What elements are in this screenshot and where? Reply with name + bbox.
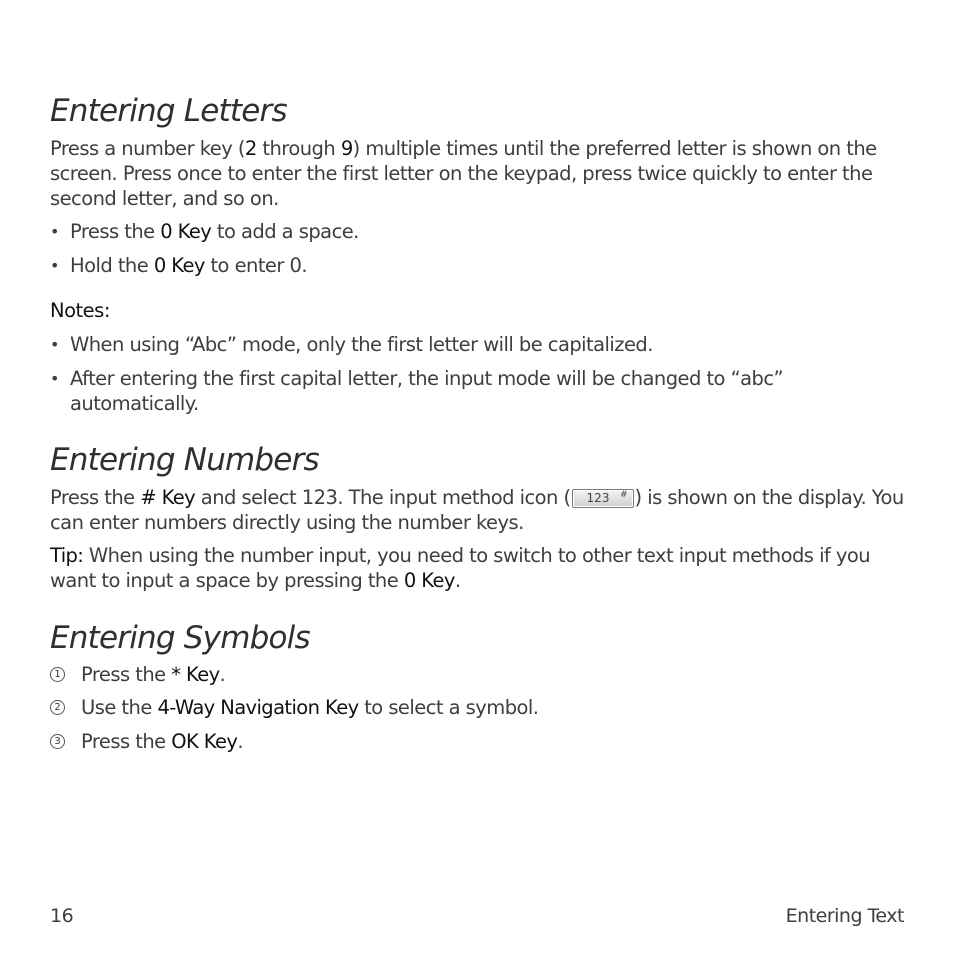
- note-item: • When using “Abc” mode, only the first letter will be capitalized.: [50, 333, 653, 356]
- footer-section-title: Entering Text: [785, 905, 904, 927]
- step-item: 2 Use the 4-Way Navigation Key to select a symbol.: [50, 695, 910, 720]
- key-label: 0 Key: [153, 254, 205, 277]
- step-item: 1 Press the * Key.: [50, 662, 910, 687]
- input-mode-123-icon: 123 #: [572, 489, 634, 508]
- step-number-icon: 3: [50, 734, 65, 749]
- key-label: 0 Key: [160, 220, 212, 243]
- notes-label: Notes:: [50, 299, 110, 322]
- heading-entering-symbols: Entering Symbols: [50, 620, 310, 656]
- key-2: 2: [244, 137, 257, 160]
- key-label: * Key: [171, 663, 220, 686]
- bullet-item: • Hold the 0 Key to enter 0.: [50, 254, 308, 277]
- tip-paragraph: Tip: When using the number input, you need to switch to other text input methods if you want to input a space by pressing the 0 Key.: [50, 544, 871, 592]
- key-label: 0 Key: [403, 569, 455, 592]
- tip-label: Tip:: [50, 544, 84, 567]
- bullet-dot-icon: •: [50, 369, 59, 388]
- bullet-dot-icon: •: [50, 222, 59, 241]
- step-item: 3 Press the OK Key.: [50, 729, 910, 754]
- bullet-dot-icon: •: [50, 335, 59, 354]
- note-item: • After entering the first capital letter, the input mode will be changed to “abc” automatically.: [50, 367, 784, 415]
- bullet-dot-icon: •: [50, 256, 59, 275]
- page-number: 16: [50, 905, 74, 927]
- step-number-icon: 2: [50, 700, 65, 715]
- heading-entering-numbers: Entering Numbers: [50, 442, 319, 478]
- step-number-icon: 1: [50, 667, 65, 682]
- key-9: 9: [340, 137, 353, 160]
- bullet-item: • Press the 0 Key to add a space.: [50, 220, 359, 243]
- heading-entering-letters: Entering Letters: [50, 93, 287, 129]
- key-label: OK Key: [171, 730, 238, 753]
- key-label: 4-Way Navigation Key: [157, 696, 359, 719]
- letters-intro: Press a number key (2 through 9) multiple times until the preferred letter is shown on the screen. Press once to enter the first letter on the keypad, press twice quickly to enter the second letter, and so on.: [50, 137, 877, 210]
- numbers-intro: Press the # Key and select 123. The input method icon ( 123 # ) is shown on the display. You can enter numbers directly using the number keys.: [50, 486, 904, 534]
- key-label: # Key: [140, 486, 196, 509]
